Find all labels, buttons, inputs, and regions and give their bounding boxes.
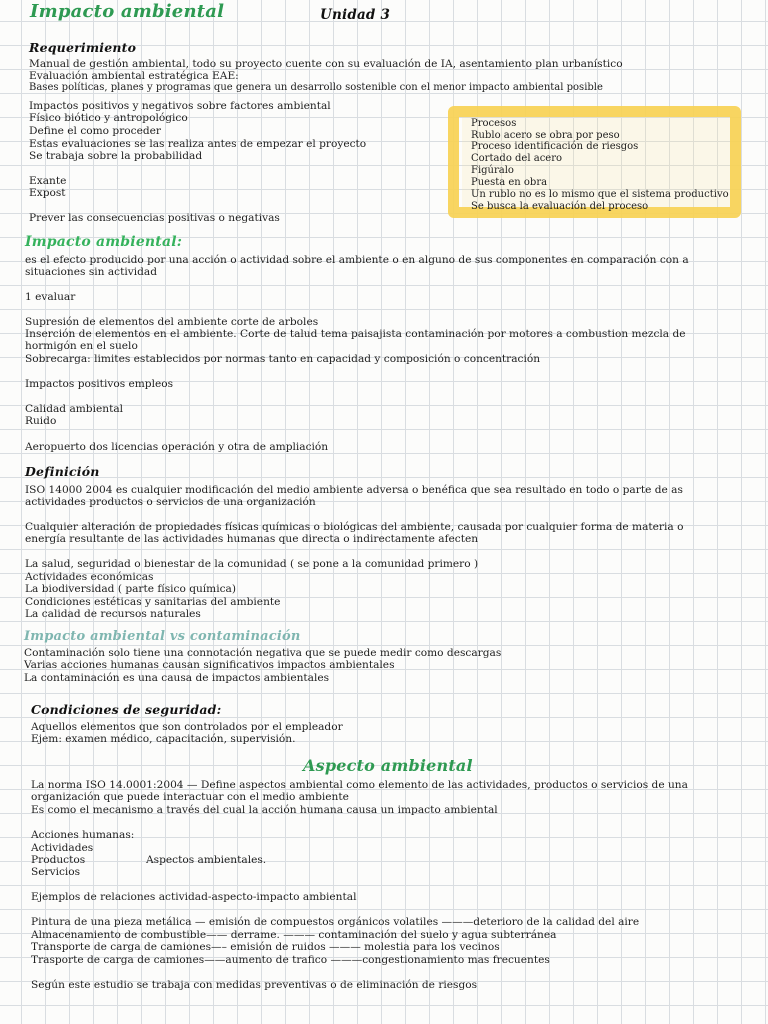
box-line: Procesos xyxy=(471,118,517,129)
definicion-item: Actividades económicas xyxy=(25,571,154,583)
page-title: Impacto ambiental xyxy=(30,1,225,22)
req-line: Físico biótico y antropológico xyxy=(29,112,188,124)
aspecto-mecanismo: Es como el mecanismo a través del cual la acción humana causa un impacto ambiental xyxy=(31,804,498,816)
vs-heading: Impacto ambiental vs contaminación xyxy=(24,629,301,644)
impacto-supresion: Supresión de elementos del ambiente corte de arboles xyxy=(25,316,319,328)
unit-label: Unidad 3 xyxy=(320,7,391,23)
definicion-item: La salud, seguridad o bienestar de la comunidad ( se pone a la comunidad primero ) xyxy=(25,558,479,570)
req-line: Manual de gestión ambiental, todo su proyecto cuente con su evaluación de IA, asentamiento plan urbanístico xyxy=(29,58,623,70)
vs-line: Contaminación solo tiene una connotación negativa que se puede medir como descargas xyxy=(24,647,502,659)
req-line: Expost xyxy=(29,187,66,199)
aspecto-row: Trasporte de carga de camiones——aumento de trafico ———congestionamiento mas frecuentes xyxy=(31,954,550,966)
box-line: Cortado del acero xyxy=(471,153,563,164)
impacto-calidad: Calidad ambiental xyxy=(25,403,124,415)
definicion-item: Condiciones estéticas y sanitarias del ambiente xyxy=(25,596,281,608)
aspecto-norma: La norma ISO 14.0001:2004 — Define aspectos ambiental como elemento de las actividades, productos o servicios de una organización que puede interactuar con el medio ambiente xyxy=(31,779,688,804)
box-line: Rublo acero se obra por peso xyxy=(471,130,620,141)
definicion-heading: Definición xyxy=(25,464,100,479)
impacto-evaluar: 1 evaluar xyxy=(25,291,76,303)
req-line: Define el como proceder xyxy=(29,125,161,137)
box-line: Un rublo no es lo mismo que el sistema productivo xyxy=(471,189,729,200)
impacto-aeropuerto: Aeropuerto dos licencias operación y otra de ampliación xyxy=(25,441,329,453)
req-line: Estas evaluaciones se las realiza antes de empezar el proyecto xyxy=(29,138,367,150)
box-line: Puesta en obra xyxy=(471,177,548,188)
req-line: Impactos positivos y negativos sobre factores ambiental xyxy=(29,100,331,112)
impacto-ruido: Ruido xyxy=(25,415,57,427)
aspecto-row: Pintura de una pieza metálica — emisión de compuestos orgánicos volatiles ———deterioro de la calidad del aire xyxy=(31,916,640,928)
vs-line: Varias acciones humanas causan significativos impactos ambientales xyxy=(24,659,395,671)
definicion-iso: ISO 14000 2004 es cualquier modificación del medio ambiente adversa o benéfica que sea resultado en todo o parte de as actividades productos o servicios de una organización xyxy=(25,484,683,509)
req-line: Bases políticas, planes y programas que genera un desarrollo sostenible con el menor impacto ambiental posible xyxy=(29,82,603,93)
req-line: Exante xyxy=(29,175,67,187)
aspecto-row: Almacenamiento de combustible—— derrame. ——— contaminación del suelo y agua subterránea xyxy=(31,929,557,941)
impacto-insercion: Inserción de elementos en el ambiente. Corte de talud tema paisajista contaminación por motores a combustion mezcla de hormigón en el suelo xyxy=(25,328,686,353)
definicion-item: La biodiversidad ( parte físico química) xyxy=(25,583,237,595)
vs-line: La contaminación es una causa de impactos ambientales xyxy=(24,672,330,684)
requerimiento-heading: Requerimiento xyxy=(29,40,137,55)
aspecto-productos: Productos xyxy=(31,854,86,866)
impacto-heading: Impacto ambiental: xyxy=(25,234,183,250)
condiciones-heading: Condiciones de seguridad: xyxy=(31,702,222,717)
aspecto-actividades: Actividades xyxy=(31,842,94,854)
impacto-positivos: Impactos positivos empleos xyxy=(25,378,174,390)
definicion-item: La calidad de recursos naturales xyxy=(25,608,201,620)
req-line: Prever las consecuencias positivas o negativas xyxy=(29,212,280,224)
box-line: Se busca la evaluación del proceso xyxy=(471,201,649,212)
aspecto-servicios: Servicios xyxy=(31,866,81,878)
aspecto-ejemplos: Ejemplos de relaciones actividad-aspecto-impacto ambiental xyxy=(31,891,357,903)
aspecto-row: Transporte de carga de camiones—– emisión de ruidos ——— molestia para los vecinos xyxy=(31,941,500,953)
box-line: Figúralo xyxy=(471,165,514,176)
condiciones-line: Ejem: examen médico, capacitación, supervisión. xyxy=(31,733,296,745)
aspecto-acciones: Acciones humanas: xyxy=(31,829,135,841)
aspecto-aspectos-label: Aspectos ambientales. xyxy=(146,854,267,866)
req-line: Se trabaja sobre la probabilidad xyxy=(29,150,203,162)
impacto-definition: es el efecto producido por una acción o actividad sobre el ambiente o en alguno de sus componentes en comparación con a situaciones sin actividad xyxy=(25,254,689,279)
definicion-alteracion: Cualquier alteración de propiedades físicas químicas o biológicas del ambiente, causada por cualquier forma de materia o energía resultante de las actividades humanas que directa o indirectamente afecten xyxy=(25,521,684,546)
condiciones-line: Aquellos elementos que son controlados por el empleador xyxy=(31,721,343,733)
aspecto-final: Según este estudio se trabaja con medidas preventivas o de eliminación de riesgos xyxy=(31,979,478,991)
aspecto-heading: Aspecto ambiental xyxy=(303,756,473,775)
box-line: Proceso identificación de riesgos xyxy=(471,141,639,152)
req-line: Evaluación ambiental estratégica EAE: xyxy=(29,70,239,82)
impacto-sobrecarga: Sobrecarga: limites establecidos por normas tanto en capacidad y composición o concentración xyxy=(25,353,541,365)
